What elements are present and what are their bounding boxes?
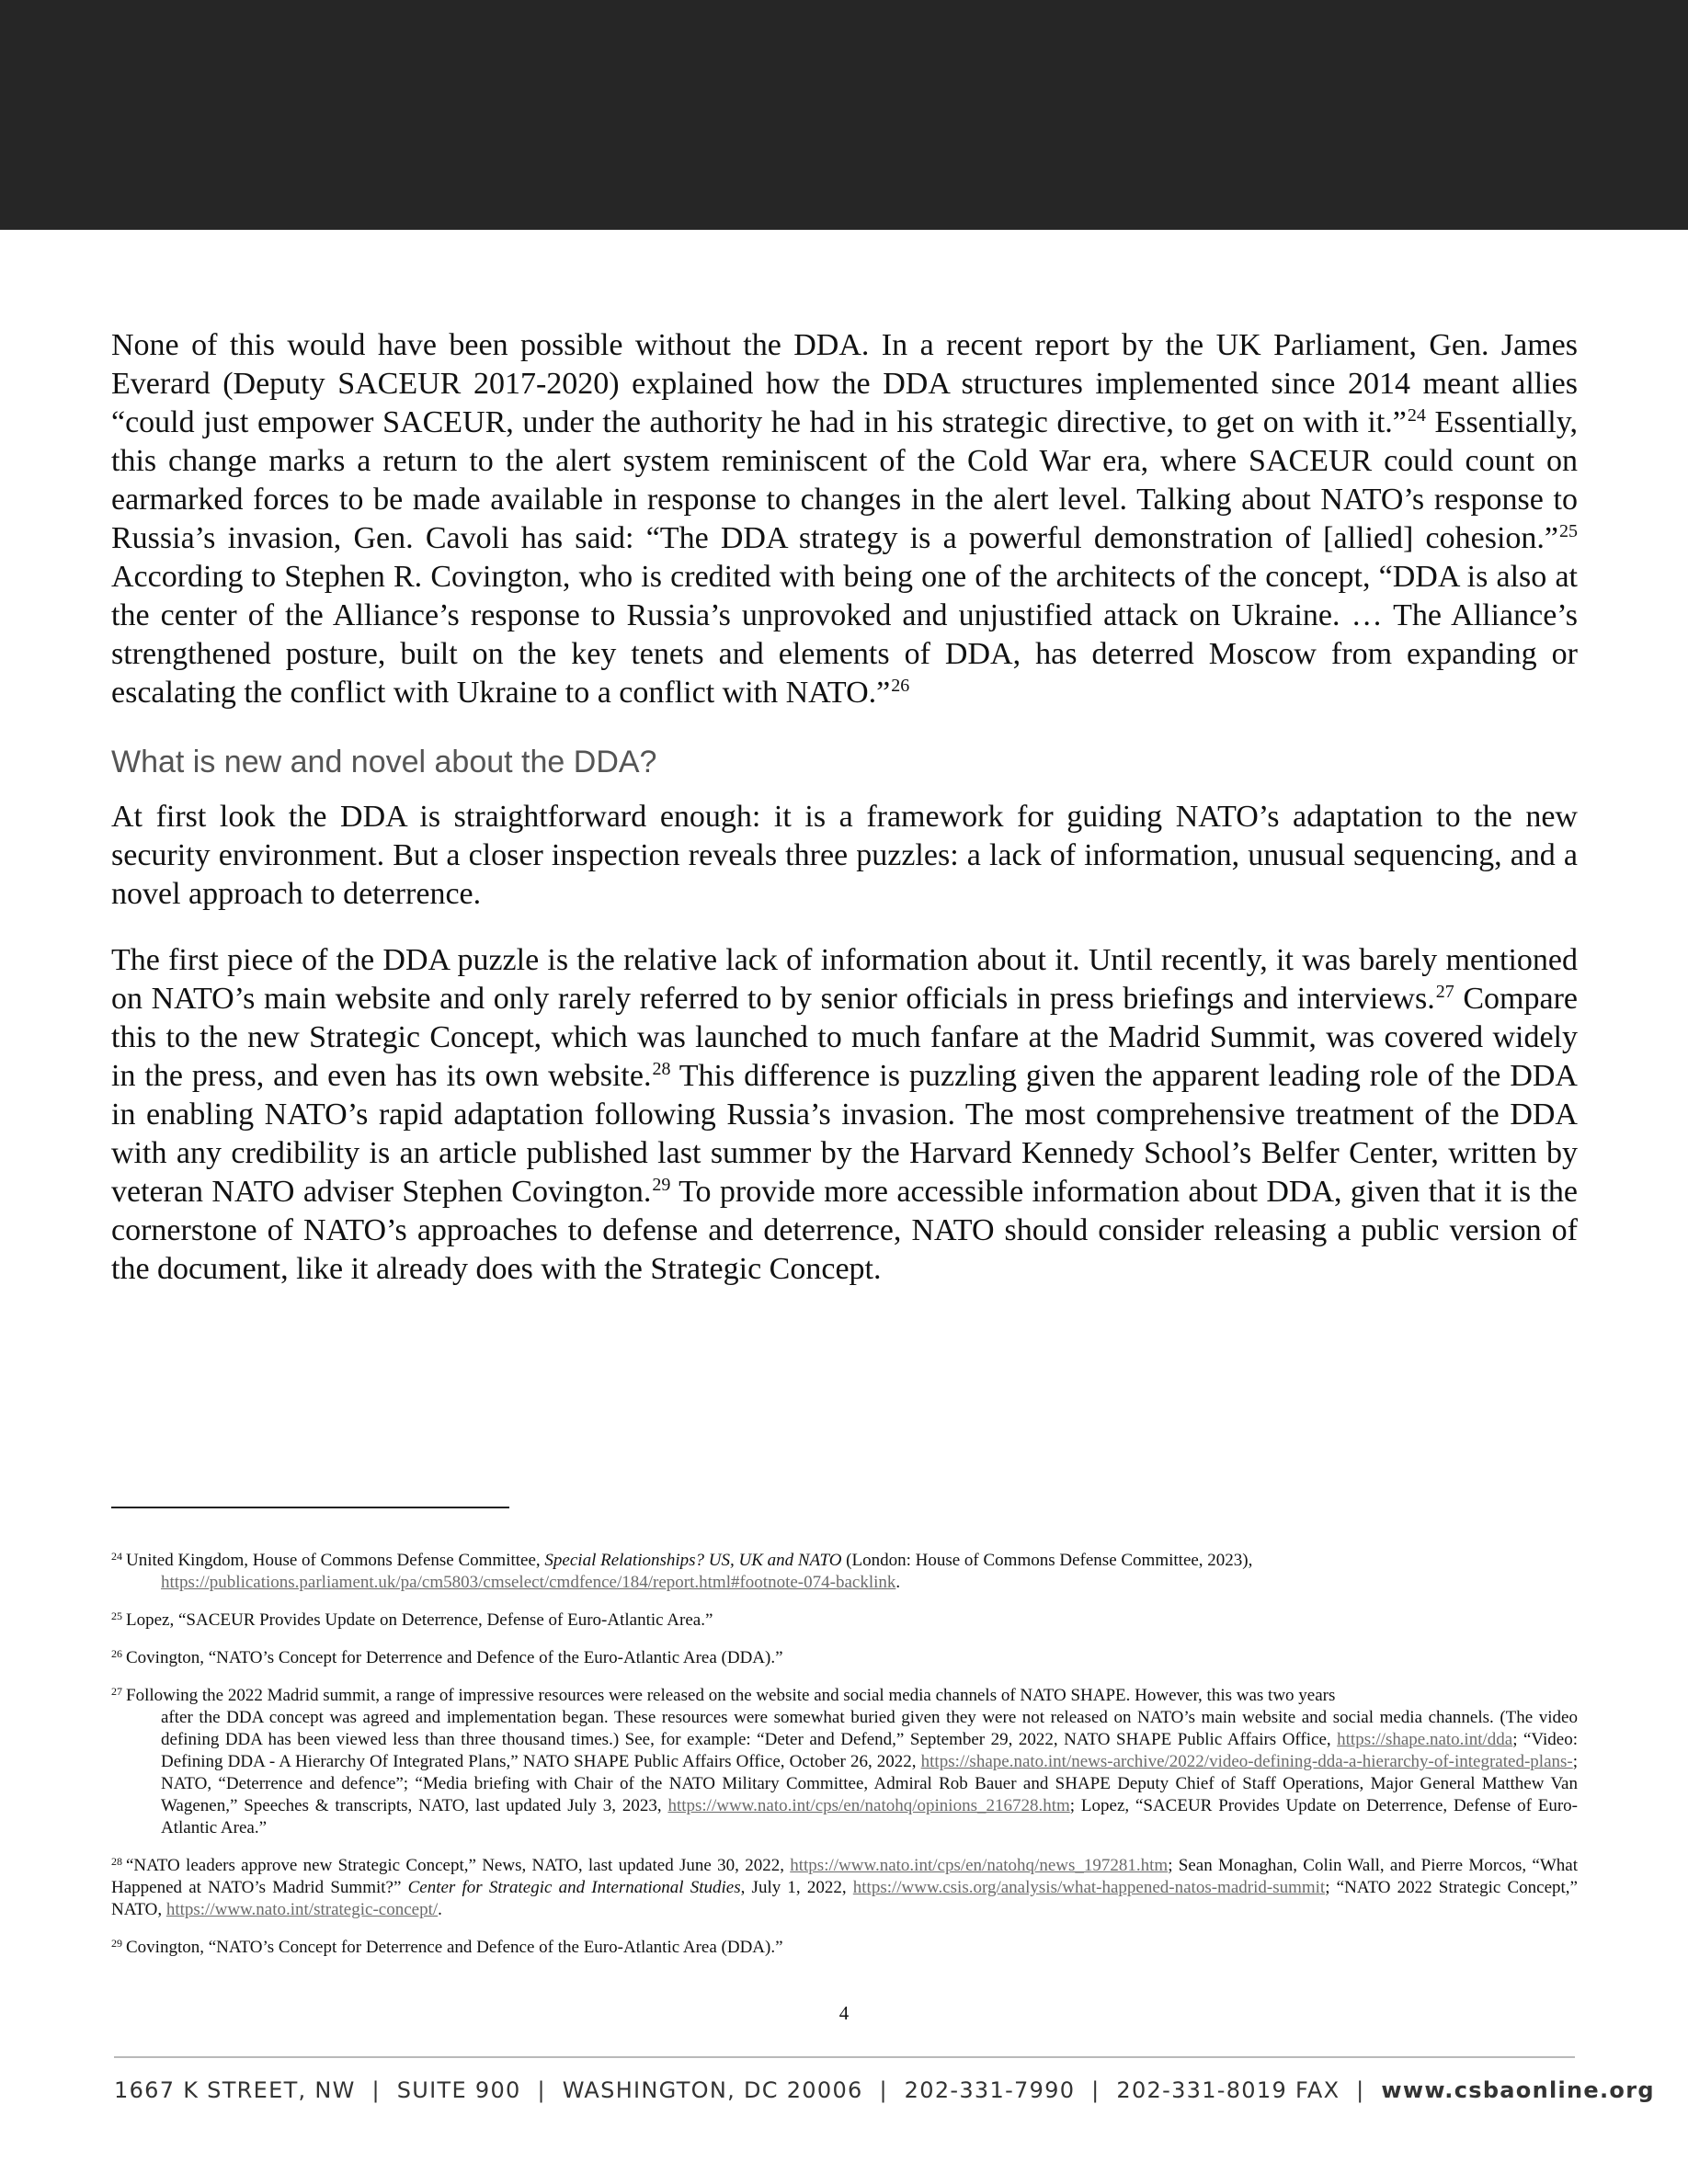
- footnote-separator: [111, 1507, 509, 1508]
- footnote-text: ; Lopez, “SACEUR Provides Update on Deterrence, Defense of Euro-Atlantic Area.”: [161, 1796, 1578, 1837]
- header-band: [0, 0, 1688, 230]
- footnote-number: 28: [111, 1855, 122, 1868]
- footnote-link[interactable]: https://www.csis.org/analysis/what-happened-natos-madrid-summit: [852, 1878, 1326, 1897]
- footnote-24: [111, 1550, 1578, 1594]
- footnote-ref-29[interactable]: 29: [652, 1175, 671, 1195]
- footnote-27: [111, 1685, 1578, 1839]
- footnote-text: Lopez, “SACEUR Provides Update on Deterrence, Defense of Euro-Atlantic Area.”: [126, 1610, 713, 1630]
- footnote-number: 24: [111, 1550, 122, 1563]
- footnote-link[interactable]: https://publications.parliament.uk/pa/cm5803/cmselect/cmdfence/184/report.html#footnote-074-backlink: [161, 1573, 896, 1592]
- footnote-text: (London: House of Commons Defense Committee, 2023),: [841, 1551, 1253, 1570]
- body-paragraph-2: At first look the DDA is straightforward enough: it is a framework for guiding NATO’s adaptation to the new security environment. But a closer inspection reveals three puzzles: a lack of information, unusual sequencing, and a novel approach to deterrence.: [111, 800, 1578, 911]
- footnote-text: after the DDA concept was agreed and implementation began. These resources were somewhat buried given they were not released on NATO’s main website and social media channels. (The video defining DDA has been viewed less than three thousand times.) See, for example: “Deter and Defend,” September 29, 2022, NATO SHAPE Public Affairs Office,: [161, 1708, 1578, 1749]
- footnote-ref-27[interactable]: 27: [1435, 982, 1454, 1002]
- body-paragraph-3: [111, 941, 1578, 1289]
- footer-address: 1667 K STREET, NW | SUITE 900 | WASHINGTON, DC 20006 | 202-331-7990 | 202-331-8019 FAX |: [114, 2077, 1382, 2103]
- footnote-text: ; Sean Monaghan, Colin Wall, and Pierre Morcos, “What Happened at NATO’s Madrid Summit?”: [111, 1856, 1578, 1897]
- footnote-text: Covington, “NATO’s Concept for Deterrence and Defence of the Euro-Atlantic Area (DDA).”: [126, 1648, 783, 1667]
- footnote-number: 27: [111, 1685, 122, 1698]
- footnote-text: ; NATO, “Deterrence and defence”; “Media briefing with Chair of the NATO Military Committee, Admiral Rob Bauer and SHAPE Deputy Chief of Staff Operations, Major General Matthew Van Wagenen,” Speeches & transcripts, NATO, last updated July 3, 2023,: [161, 1752, 1578, 1815]
- footnote-25: [111, 1610, 1578, 1632]
- footnote-text: , July 1, 2022,: [740, 1878, 853, 1897]
- footnote-text: United Kingdom, House of Commons Defense Committee,: [126, 1551, 545, 1570]
- page-number: 4: [838, 2002, 850, 2024]
- paragraph-text: Compare this to the new Strategic Concept, which was launched to much fanfare at the Madrid Summit, was covered widely in the press, and even has its own website.: [111, 982, 1578, 1093]
- footer-website-link[interactable]: www.csbaonline.org: [1381, 2077, 1655, 2103]
- main-content: [111, 326, 1578, 1289]
- footnote-number: 29: [111, 1937, 122, 1950]
- paragraph-text: This difference is puzzling given the apparent leading role of the DDA in enabling NATO’s rapid adaptation following Russia’s invasion. The most comprehensive treatment of the DDA with any credibility is an article published last summer by the Harvard Kennedy School’s Belfer Center, written by veteran NATO adviser Stephen Covington.: [111, 1059, 1578, 1209]
- paragraph-text: Essentially, this change marks a return to the alert system reminiscent of the Cold War era, where SACEUR could count on earmarked forces to be made available in response to changes in the alert level. Talking about NATO’s response to Russia’s invasion, Gen. Cavoli has said: “The DDA strategy is a powerful demonstration of [allied] cohesion.”: [111, 405, 1578, 555]
- footnote-ref-26[interactable]: 26: [891, 676, 910, 696]
- footnote-text: Covington, “NATO’s Concept for Deterrence and Defence of the Euro-Atlantic Area (DDA).”: [126, 1938, 783, 1957]
- footnote-text: .: [895, 1573, 901, 1592]
- footnote-link[interactable]: https://www.nato.int/cps/en/natohq/news_197281.htm: [790, 1856, 1169, 1875]
- footnote-text: Following the 2022 Madrid summit, a range of impressive resources were released on the website and social media channels of NATO SHAPE. However, this was two years: [126, 1686, 1336, 1705]
- footnote-text: ; “Video: Defining DDA - A Hierarchy Of Integrated Plans,” NATO SHAPE Public Affairs Office, October 26, 2022,: [161, 1730, 1578, 1771]
- footnote-28: [111, 1855, 1578, 1921]
- footnote-ref-24[interactable]: 24: [1407, 405, 1426, 426]
- footnote-link[interactable]: https://www.nato.int/strategic-concept/: [165, 1900, 439, 1919]
- footnote-ref-28[interactable]: 28: [652, 1059, 671, 1079]
- footer-divider: [114, 2056, 1575, 2058]
- paragraph-text: To provide more accessible information about DDA, given that it is the cornerstone of NATO’s approaches to defense and deterrence, NATO should consider releasing a public version of the document, like it already does with the Strategic Concept.: [111, 1175, 1578, 1286]
- footnote-26: [111, 1647, 1578, 1669]
- footnote-number: 26: [111, 1647, 122, 1660]
- footnote-link[interactable]: https://www.nato.int/cps/en/natohq/opinions_216728.htm: [667, 1796, 1070, 1815]
- footnote-journal: Center for Strategic and International Studies: [407, 1878, 741, 1897]
- paragraph-text: None of this would have been possible without the DDA. In a recent report by the UK Parliament, Gen. James Everard (Deputy SACEUR 2017-2020) explained how the DDA structures implemented since 2014 meant allies “could just empower SACEUR, under the authority he had in his strategic directive, to get on with it.”: [111, 328, 1578, 439]
- section-heading: What is new and novel about the DDA?: [111, 745, 657, 779]
- footnote-ref-25[interactable]: 25: [1559, 521, 1578, 541]
- footnote-29: [111, 1937, 1578, 1959]
- footnote-link[interactable]: https://shape.nato.int/news-archive/2022/video-defining-dda-a-hierarchy-of-integrated-plans-: [920, 1752, 1573, 1771]
- body-paragraph-1: [111, 326, 1578, 712]
- footer-address-bar: [114, 2077, 1655, 2103]
- footnote-text: ; “NATO 2022 Strategic Concept,” NATO,: [111, 1878, 1578, 1919]
- paragraph-text: The first piece of the DDA puzzle is the relative lack of information about it. Until recently, it was barely mentioned on NATO’s main website and only rarely referred to by senior officials in press briefings and interviews.: [111, 943, 1578, 1016]
- footnote-number: 25: [111, 1610, 122, 1622]
- footnotes-section: [111, 1550, 1578, 1974]
- paragraph-text: According to Stephen R. Covington, who is credited with being one of the architects of the concept, “DDA is also at the center of the Alliance’s response to Russia’s unprovoked and unjustified attack on Ukraine. … The Alliance’s strengthened posture, built on the key tenets and elements of DDA, has deterred Moscow from expanding or escalating the conflict with Ukraine to a conflict with NATO.”: [111, 560, 1578, 710]
- footnote-text: “NATO leaders approve new Strategic Concept,” News, NATO, last updated June 30, 2022,: [126, 1856, 791, 1875]
- footnote-text: .: [438, 1900, 442, 1919]
- footnote-title: Special Relationships? US, UK and NATO: [544, 1551, 842, 1570]
- footnote-link[interactable]: https://shape.nato.int/dda: [1337, 1730, 1513, 1749]
